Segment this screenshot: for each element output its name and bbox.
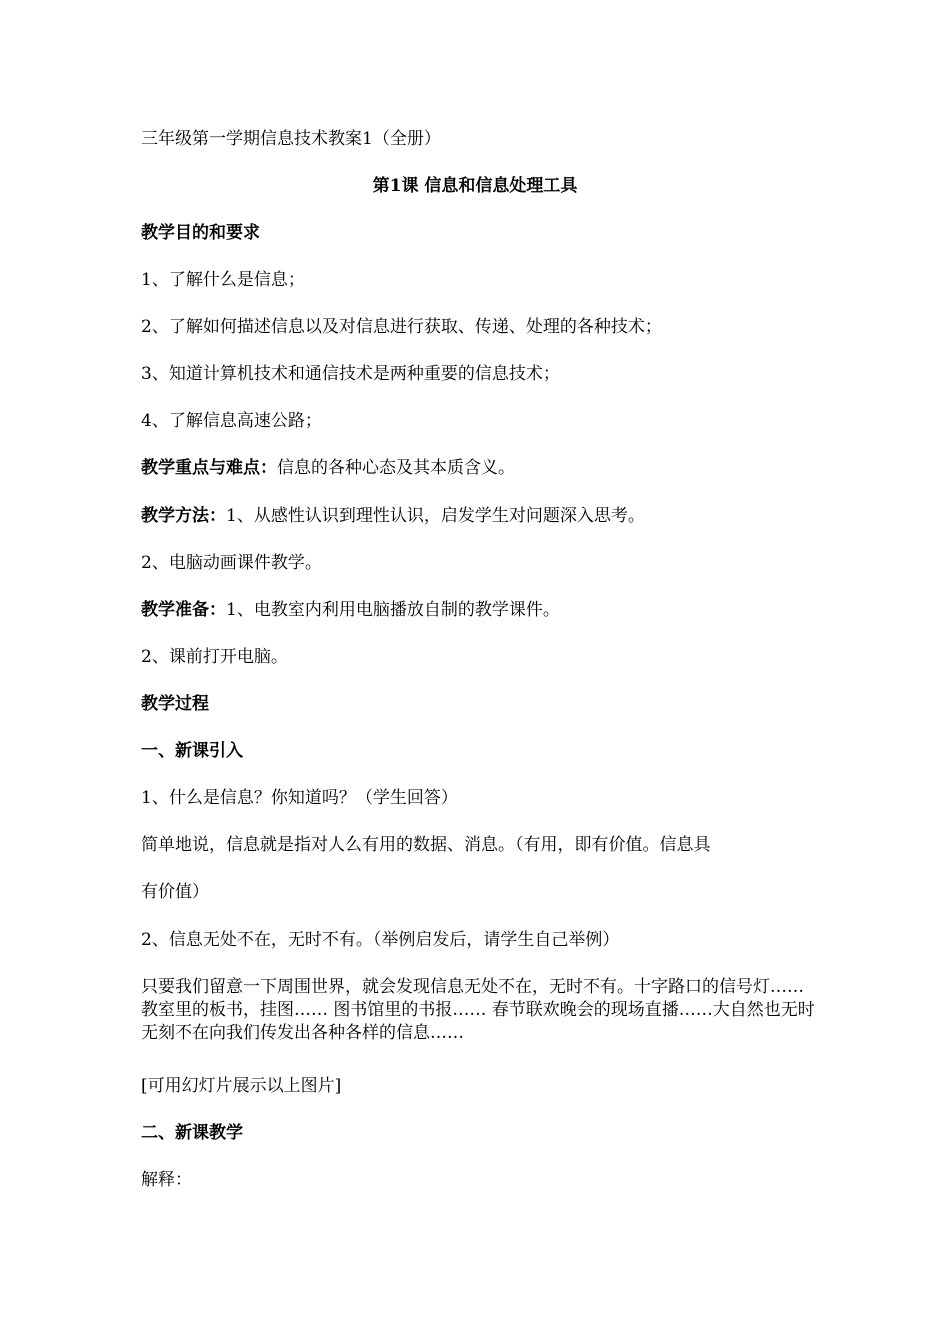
method-item-2: 2、电脑动画课件教学。 [141,553,322,573]
question-2: 2、信息无处不在，无时不有。（举例启发后，请学生自己举例） [141,930,620,950]
objective-item: 3、知道计算机技术和通信技术是两种重要的信息技术； [141,364,560,384]
example-paragraph: 只要我们留意一下周围世界，就会发现信息无处不在，无时不有。十字路口的信号灯…… 教室里的板书，挂图…… 图书馆里的书报…… 春节联欢晚会的现场直播……大自然也无时无刻不在向我们传发出各种各样的信息…… [141,977,815,1043]
prep-item-2: 2、课前打开电脑。 [141,647,288,667]
section1-heading: 一、新课引入 [141,741,243,761]
method-label: 教学方法： [141,506,226,526]
focus-text: 信息的各种心态及其本质含义。 [277,458,515,478]
objective-item: 4、了解信息高速公路； [141,411,322,431]
answer-1-line-1: 简单地说，信息就是指对人么有用的数据、消息。（有用，即有价值。信息具 [141,835,711,855]
answer-1-line-2: 有价值） [141,882,209,902]
process-heading: 教学过程 [141,694,209,714]
method-line [141,504,645,528]
objectives-heading: 教学目的和要求 [141,223,260,243]
focus-line [141,456,515,480]
document-header: 三年级第一学期信息技术教案1（全册） [141,129,441,149]
lesson-title: 第1课 信息和信息处理工具 [372,176,578,196]
prep-text: 1、电教室内利用电脑播放自制的教学课件。 [226,600,560,620]
method-text: 1、从感性认识到理性认识，启发学生对问题深入思考。 [226,506,645,526]
objective-item: 2、了解如何描述信息以及对信息进行获取、传递、处理的各种技术； [141,317,662,337]
explain-label: 解释： [141,1170,192,1190]
focus-label: 教学重点与难点： [141,458,277,478]
section2-heading: 二、新课教学 [141,1123,243,1143]
slide-note: [可用幻灯片展示以上图片] [141,1076,342,1096]
objective-item: 1、了解什么是信息； [141,270,305,290]
prep-line [141,598,560,622]
prep-label: 教学准备： [141,600,226,620]
question-1: 1、什么是信息？你知道吗？（学生回答） [141,788,458,808]
